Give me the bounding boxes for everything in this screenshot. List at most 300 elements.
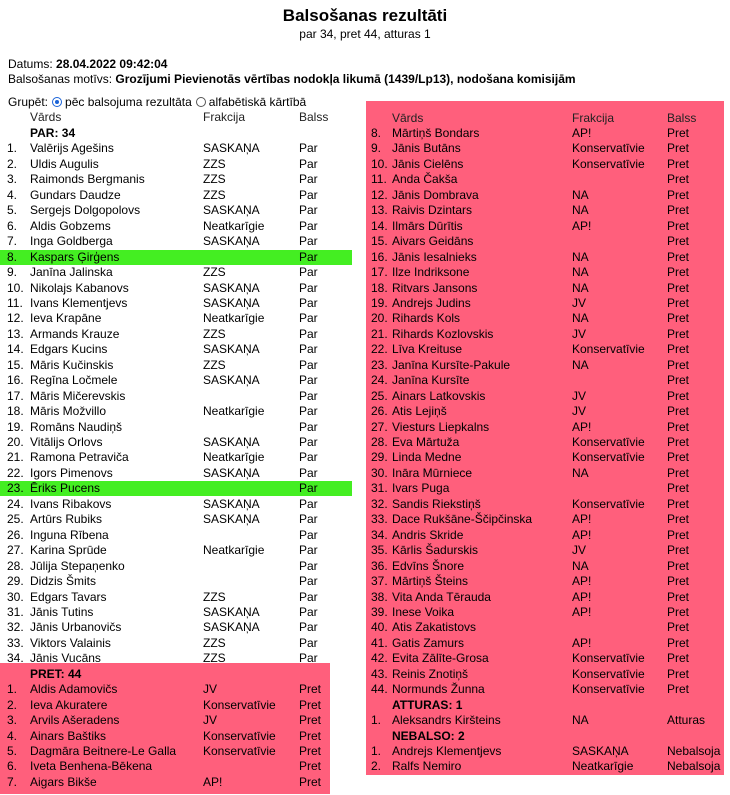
row-number: 12. [371, 187, 388, 202]
result-row [366, 358, 724, 373]
grouping-label: Grupēt: [8, 95, 49, 109]
result-row [366, 250, 724, 265]
vote-value: Pret [667, 156, 690, 171]
result-row [0, 729, 352, 744]
faction: Neatkarīgie [203, 543, 265, 558]
vote-value: Pret [299, 759, 322, 774]
deputy-name: Vitālijs Orlovs [30, 435, 103, 449]
row-number: 31. [371, 481, 388, 496]
vote-value: Pret [667, 604, 690, 619]
result-row [0, 559, 352, 574]
faction: JV [203, 713, 218, 728]
result-row [0, 651, 352, 666]
name-column-header: Vārds [392, 111, 424, 125]
row-number: 30. [7, 589, 24, 604]
row-number: 7. [7, 774, 18, 789]
result-row [0, 759, 352, 774]
faction: Konservatīvie [572, 651, 645, 666]
faction: SASKAŅA [203, 234, 260, 249]
vote-value: Pret [299, 728, 322, 743]
row-number: 14. [371, 218, 388, 233]
result-row [366, 327, 724, 342]
faction: AP! [572, 218, 592, 233]
row-number: 29. [7, 574, 24, 589]
result-row [366, 543, 724, 558]
deputy-name: Jānis Tutins [30, 604, 94, 619]
vote-value: Par [299, 419, 318, 434]
deputy-name: Jūlija Stepaņenko [30, 558, 125, 573]
section-header [0, 126, 352, 141]
result-row [366, 157, 724, 172]
row-number: 24. [371, 373, 388, 388]
deputy-name: Jānis Dombrava [392, 187, 479, 202]
row-number: 20. [371, 311, 388, 326]
deputy-name: Andris Skride [392, 527, 464, 542]
vote-value: Par [299, 141, 318, 156]
faction: AP! [572, 126, 592, 140]
date-value: 28.04.2022 09:42:04 [56, 57, 168, 71]
faction: SASKAŅA [572, 744, 629, 758]
vote-value: Pret [667, 342, 690, 357]
result-row [0, 420, 352, 435]
vote-value: Pret [299, 744, 322, 758]
result-row [366, 172, 724, 187]
result-row [0, 590, 352, 605]
result-row [366, 481, 724, 496]
result-row [366, 651, 724, 666]
faction: JV [572, 295, 587, 310]
result-row [366, 281, 724, 296]
result-row [366, 450, 724, 465]
faction: Konservatīvie [572, 450, 645, 465]
deputy-name: Jānis Iesalnieks [392, 249, 477, 264]
row-number: 29. [371, 450, 388, 465]
vote-value: Par [299, 496, 318, 511]
deputy-name: Inga Goldberga [30, 234, 113, 249]
vote-value: Pret [667, 295, 690, 310]
deputy-name: Māris Mičerevskis [30, 388, 126, 403]
row-number: 16. [7, 373, 24, 388]
faction: ZZS [203, 187, 226, 202]
faction: SASKAŅA [203, 604, 260, 619]
row-number: 2. [7, 697, 18, 712]
result-row [0, 698, 352, 713]
row-number: 7. [7, 234, 18, 249]
deputy-name: Mārtiņš Šteins [392, 574, 469, 589]
result-row [0, 141, 352, 156]
vote-value: Par [299, 620, 318, 635]
row-number: 13. [7, 326, 24, 341]
row-number: 23. [371, 357, 388, 372]
faction: SASKAŅA [203, 373, 260, 388]
result-row [0, 682, 352, 697]
deputy-name: Vita Anda Tērauda [392, 589, 491, 604]
result-row [366, 682, 724, 697]
faction: ZZS [203, 326, 226, 341]
deputy-name: Māris Kučinskis [30, 357, 114, 372]
faction: Neatkarīgie [203, 218, 265, 233]
faction-column-header: Frakcija [203, 110, 246, 124]
result-row [366, 713, 724, 728]
deputy-name: Anda Čakša [392, 172, 458, 187]
result-row [0, 713, 352, 728]
faction: ZZS [203, 172, 226, 187]
vote-value: Pret [667, 388, 690, 403]
result-row [0, 327, 352, 342]
deputy-name: Janīna Kursīte [392, 373, 470, 388]
vote-value: Pret [667, 465, 690, 480]
vote-value: Pret [667, 203, 690, 218]
vote-value: Pret [667, 682, 690, 697]
section-title: PAR: 34 [30, 126, 76, 140]
vote-value: Pret [667, 249, 690, 264]
faction: Konservatīvie [572, 666, 645, 681]
vote-value: Pret [667, 141, 690, 156]
vote-value: Par [299, 465, 318, 480]
faction: ZZS [203, 589, 226, 604]
vote-value: Pret [667, 481, 690, 496]
vote-value: Par [299, 589, 318, 604]
faction: NA [572, 465, 589, 480]
vote-value: Par [299, 543, 318, 558]
result-row [366, 620, 724, 635]
result-row [0, 373, 352, 388]
vote-value: Par [299, 512, 318, 527]
result-row [0, 250, 352, 265]
vote-value: Par [299, 357, 318, 372]
deputy-name: Sandis Riekstiņš [392, 496, 481, 511]
faction: Neatkarīgie [203, 404, 265, 419]
deputy-name: Romāns Naudiņš [30, 419, 123, 434]
faction: Konservatīvie [572, 156, 645, 171]
vote-value: Pret [667, 172, 690, 187]
deputy-name: Iveta Benhena-Bēkena [30, 759, 153, 774]
result-row [366, 574, 724, 589]
deputy-name: Aigars Bikše [30, 774, 97, 789]
result-row [0, 775, 352, 790]
faction: Konservatīvie [572, 496, 645, 511]
row-number: 28. [7, 558, 24, 573]
vote-value: Pret [667, 450, 690, 465]
vote-value: Par [299, 450, 318, 465]
result-row [0, 435, 352, 450]
deputy-name: Janīna Kursīte-Pakule [392, 357, 511, 372]
faction: ZZS [203, 635, 226, 650]
row-number: 22. [371, 342, 388, 357]
row-number: 22. [7, 465, 24, 480]
row-number: 24. [7, 496, 24, 511]
row-number: 18. [7, 404, 24, 419]
row-number: 33. [7, 635, 24, 650]
deputy-name: Dace Rukšāne-Ščipčinska [392, 512, 533, 527]
vote-value: Par [299, 156, 318, 171]
vote-value: Par [299, 435, 318, 449]
row-number: 1. [371, 713, 382, 728]
faction: Konservatīvie [572, 435, 645, 449]
vote-value: Pret [667, 404, 690, 419]
faction: JV [572, 404, 587, 419]
faction: Konservatīvie [572, 682, 645, 697]
faction: Neatkarīgie [203, 311, 265, 326]
result-row [0, 265, 352, 280]
result-row [0, 404, 352, 419]
result-row [0, 311, 352, 326]
deputy-name: Jānis Urbanovičs [30, 620, 122, 635]
row-number: 42. [371, 651, 388, 666]
row-number: 1. [7, 141, 18, 156]
deputy-name: Māris Možvillo [30, 404, 107, 419]
deputy-name: Gatis Zamurs [392, 635, 465, 650]
deputy-name: Inguna Rībena [30, 527, 109, 542]
vote-value: Pret [667, 496, 690, 511]
deputy-name: Ieva Akuratere [30, 697, 108, 712]
result-row [366, 744, 724, 759]
row-number: 26. [7, 527, 24, 542]
faction: AP! [572, 635, 592, 650]
vote-value: Par [299, 187, 318, 202]
faction: NA [572, 187, 589, 202]
row-number: 6. [7, 759, 18, 774]
deputy-name: Ināra Mūrniece [392, 465, 473, 480]
deputy-name: Edgars Tavars [30, 589, 107, 604]
deputy-name: Viesturs Liepkalns [392, 419, 490, 434]
result-row [0, 219, 352, 234]
row-number: 20. [7, 435, 24, 449]
faction: JV [203, 682, 218, 697]
result-row [366, 636, 724, 651]
row-number: 3. [7, 713, 18, 728]
vote-value: Pret [667, 512, 690, 527]
section-title: NEBALSO: 2 [392, 728, 465, 743]
row-number: 27. [7, 543, 24, 558]
deputy-name: Ivans Ribakovs [30, 496, 112, 511]
row-number: 5. [7, 744, 18, 758]
faction: Neatkarīgie [203, 450, 265, 465]
result-row [366, 234, 724, 249]
result-row [0, 636, 352, 651]
vote-value: Pret [667, 620, 690, 635]
faction: NA [572, 265, 589, 280]
vote-value: Par [299, 280, 318, 295]
deputy-name: Valērijs Agešins [30, 141, 114, 156]
result-row [366, 759, 724, 774]
vote-value: Par [299, 558, 318, 573]
result-row [0, 358, 352, 373]
result-row [0, 574, 352, 589]
result-row [366, 389, 724, 404]
result-row [0, 281, 352, 296]
vote-value: Pret [667, 589, 690, 604]
deputy-name: Arvils Ašeradens [30, 713, 120, 728]
vote-value: Pret [667, 187, 690, 202]
row-number: 14. [7, 342, 24, 357]
row-number: 15. [7, 357, 24, 372]
row-number: 26. [371, 404, 388, 419]
deputy-name: Didzis Šmits [30, 574, 97, 589]
result-row [366, 265, 724, 280]
group-alphabetical-radio[interactable] [196, 97, 206, 107]
deputy-name: Artūrs Rubiks [30, 512, 103, 527]
deputy-name: Jānis Butāns [392, 141, 461, 156]
result-row [366, 435, 724, 450]
deputy-name: Nikolajs Kabanovs [30, 280, 129, 295]
result-row [366, 311, 724, 326]
row-number: 4. [7, 187, 18, 202]
row-number: 31. [7, 604, 24, 619]
row-number: 12. [7, 311, 24, 326]
faction: AP! [572, 604, 592, 619]
faction: Konservatīvie [203, 728, 276, 743]
faction: AP! [203, 774, 223, 789]
row-number: 18. [371, 280, 388, 295]
row-number: 39. [371, 604, 388, 619]
result-row [366, 559, 724, 574]
deputy-name: Evita Zālīte-Grosa [392, 651, 489, 666]
row-number: 9. [371, 141, 382, 156]
motive-label: Balsošanas motīvs: [8, 72, 113, 86]
vote-value: Par [299, 388, 318, 403]
vote-value: Pret [667, 218, 690, 233]
vote-value: Pret [667, 126, 690, 140]
result-row [0, 296, 352, 311]
vote-summary: par 34, pret 44, atturas 1 [299, 27, 431, 41]
faction: ZZS [203, 156, 226, 171]
group-by-result-radio[interactable] [52, 97, 62, 107]
deputy-name: Ilze Indriksone [392, 265, 470, 280]
vote-value: Par [299, 265, 318, 280]
vote-value: Pret [299, 774, 322, 789]
row-number: 43. [371, 666, 388, 681]
row-number: 34. [371, 527, 388, 542]
group-by-result-label[interactable]: pēc balsojuma rezultāta [65, 95, 192, 109]
result-row [0, 450, 352, 465]
row-number: 27. [371, 419, 388, 434]
result-row [0, 203, 352, 218]
row-number: 11. [7, 295, 23, 310]
result-row [366, 373, 724, 388]
deputy-name: Kārlis Šadurskis [392, 543, 479, 558]
vote-value: Pret [667, 574, 690, 589]
result-row [0, 543, 352, 558]
result-row [366, 404, 724, 419]
deputy-name: Jānis Cielēns [392, 156, 464, 171]
vote-value: Par [299, 404, 318, 419]
faction: SASKAŅA [203, 512, 260, 527]
vote-value: Par [299, 311, 318, 326]
vote-value: Pret [667, 311, 690, 326]
faction: NA [572, 558, 589, 573]
vote-value: Par [299, 574, 318, 589]
row-number: 2. [7, 156, 18, 171]
result-row [0, 389, 352, 404]
row-number: 30. [371, 465, 388, 480]
deputy-name: Atis Lejiņš [392, 404, 447, 419]
vote-value: Par [299, 651, 318, 666]
row-number: 10. [371, 156, 388, 171]
deputy-name: Ieva Krapāne [30, 311, 102, 326]
row-number: 1. [7, 682, 18, 697]
deputy-name: Igors Pimenovs [30, 465, 113, 480]
deputy-name: Ramona Petraviča [30, 450, 129, 465]
faction: SASKAŅA [203, 465, 260, 480]
row-number: 11. [371, 172, 387, 187]
vote-value: Pret [667, 527, 690, 542]
faction: NA [572, 249, 589, 264]
deputy-name: Aleksandrs Kiršteins [392, 713, 501, 728]
result-row [366, 420, 724, 435]
vote-value: Pret [299, 682, 322, 697]
deputy-name: Andrejs Klementjevs [392, 744, 502, 758]
row-number: 25. [7, 512, 24, 527]
deputy-name: Edvīns Šnore [392, 558, 465, 573]
deputy-name: Reinis Znotiņš [392, 666, 469, 681]
right-column-header [366, 111, 724, 126]
faction: AP! [572, 512, 592, 527]
row-number: 19. [371, 295, 388, 310]
faction: ZZS [203, 651, 226, 666]
row-number: 3. [7, 172, 18, 187]
deputy-name: Ralfs Nemiro [392, 759, 462, 774]
vote-value: Pret [667, 543, 690, 558]
deputy-name: Regīna Ločmele [30, 373, 118, 388]
section-header [366, 729, 724, 744]
faction: ZZS [203, 265, 226, 280]
group-alphabetical-label[interactable]: alfabētiskā kārtībā [208, 95, 307, 109]
vote-value: Pret [667, 326, 690, 341]
grouping-selector [8, 95, 306, 109]
deputy-name: Viktors Valainis [30, 635, 111, 650]
row-number: 32. [371, 496, 388, 511]
date-label: Datums: [8, 57, 53, 71]
result-row [0, 605, 352, 620]
row-number: 40. [371, 620, 388, 635]
row-number: 21. [7, 450, 24, 465]
deputy-name: Eva Mārtuža [392, 435, 460, 449]
deputy-name: Līva Kreituse [392, 342, 463, 357]
row-number: 44. [371, 682, 388, 697]
faction: NA [572, 357, 589, 372]
deputy-name: Ilmārs Dūrītis [392, 218, 463, 233]
row-number: 15. [371, 234, 388, 249]
row-number: 17. [7, 388, 24, 403]
vote-motive [8, 72, 576, 86]
deputy-name: Inese Voika [392, 604, 455, 619]
row-number: 1. [371, 744, 382, 758]
vote-value: Par [299, 342, 318, 357]
row-number: 37. [371, 574, 388, 589]
result-row [0, 342, 352, 357]
section-header [0, 667, 352, 682]
row-number: 13. [371, 203, 388, 218]
deputy-name: Linda Medne [392, 450, 462, 465]
faction: SASKAŅA [203, 435, 260, 449]
faction: Neatkarīgie [572, 759, 634, 774]
vote-date [8, 57, 167, 71]
row-number: 21. [371, 326, 388, 341]
deputy-name: Rihards Kols [392, 311, 461, 326]
deputy-name: Edgars Kucins [30, 342, 108, 357]
faction: SASKAŅA [203, 620, 260, 635]
deputy-name: Aldis Adamovičs [30, 682, 118, 697]
faction: NA [572, 311, 589, 326]
result-row [366, 497, 724, 512]
deputy-name: Karina Sprūde [30, 543, 107, 558]
vote-value: Pret [667, 435, 690, 449]
faction: SASKAŅA [203, 496, 260, 511]
faction: AP! [572, 589, 592, 604]
deputy-name: Armands Krauze [30, 326, 120, 341]
row-number: 34. [7, 651, 24, 666]
